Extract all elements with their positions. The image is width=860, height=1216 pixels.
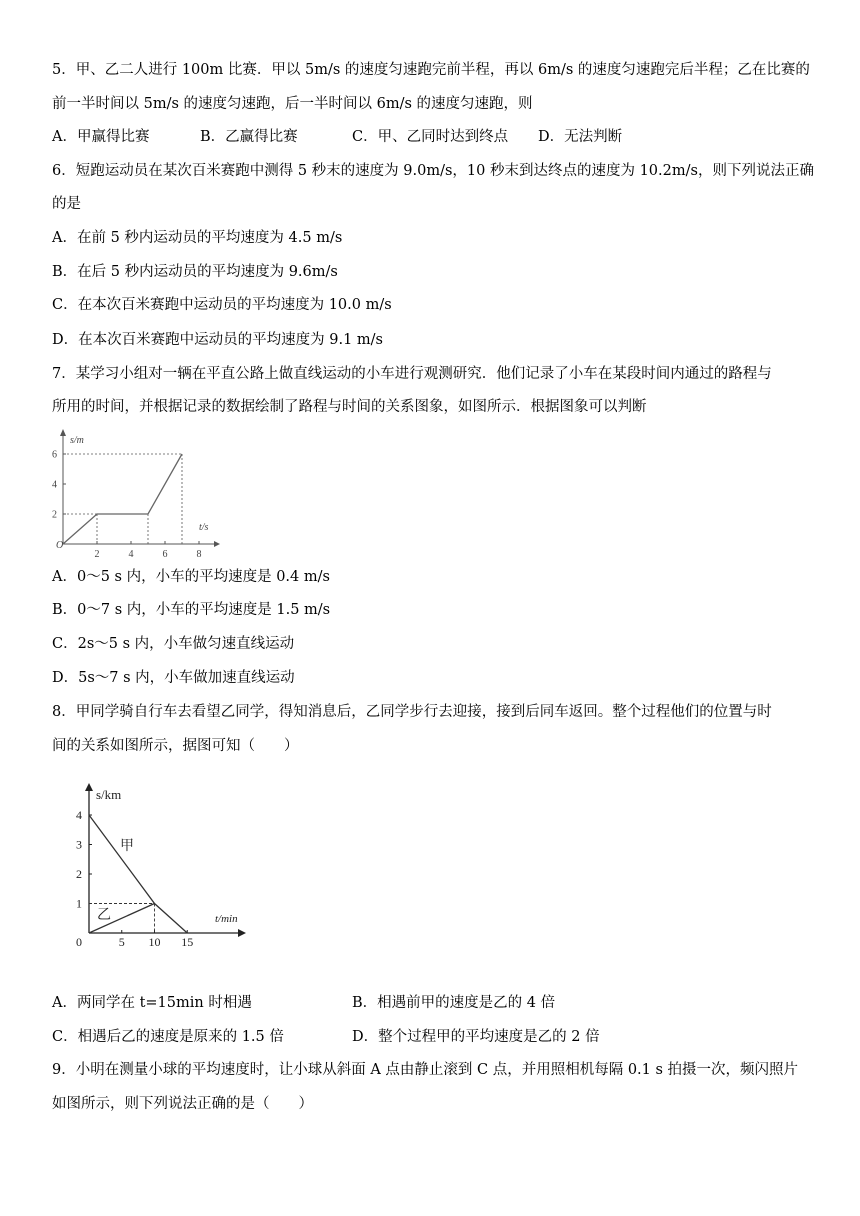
y-axis-label: s/m xyxy=(70,435,84,446)
q5-option-a: A．甲赢得比赛 xyxy=(52,129,150,145)
y-tick-label-4: 4 xyxy=(76,808,82,822)
x-axis-label: t/s xyxy=(199,522,209,533)
x-tick-label-4: 4 xyxy=(128,549,134,560)
q6-stem-line2: 的是 xyxy=(52,196,81,212)
q6-stem-line1: 6．短跑运动员在某次百米赛跑中测得 5 秒末的速度为 9.0m/s，10 秒末到达终点的速度为 10.2m/s，则下列说法正确 xyxy=(52,163,814,179)
x-tick-label-2: 2 xyxy=(94,549,100,560)
x-axis-arrow xyxy=(214,541,220,547)
q8-option-b: B．相遇前甲的速度是乙的 4 倍 xyxy=(352,995,556,1011)
y-tick-label-2: 2 xyxy=(52,509,57,521)
q8-stem-line1: 8．甲同学骑自行车去看望乙同学，得知消息后，乙同学步行去迎接，接到后同车返回。整个过程他们的位置与时 xyxy=(52,704,772,720)
x-tick-label-origin: O xyxy=(56,540,64,551)
q8-option-c: C．相遇后乙的速度是原来的 1.5 倍 xyxy=(52,1029,284,1045)
series-label-yi: 乙 xyxy=(97,908,111,923)
q7-option-c: C．2s～5 s 内，小车做匀速直线运动 xyxy=(52,636,295,652)
x-tick-label-5: 5 xyxy=(118,935,125,949)
x-tick-label-6: 6 xyxy=(162,549,168,560)
q6-option-a: A．在前 5 秒内运动员的平均速度为 4.5 m/s xyxy=(52,230,343,246)
x-axis-label: t/min xyxy=(215,913,238,925)
y-tick-label-6: 6 xyxy=(52,449,57,461)
series-label-jia: 甲 xyxy=(120,839,134,854)
series-line-st xyxy=(63,454,182,544)
q7-option-a: A．0～5 s 内，小车的平均速度是 0.4 m/s xyxy=(52,569,330,585)
q9-stem-line1: 9．小明在测量小球的平均速度时，让小球从斜面 A 点由静止滚到 C 点，并用照相机每隔 0.1 s 拍摄一次，频闪照片 xyxy=(52,1062,799,1078)
q7-option-d: D．5s～7 s 内，小车做加速直线运动 xyxy=(52,670,295,686)
series-line-yi xyxy=(89,904,155,934)
q6-option-b: B．在后 5 秒内运动员的平均速度为 9.6m/s xyxy=(52,264,338,280)
y-axis-arrow xyxy=(85,783,93,791)
q5-option-d: D．无法判断 xyxy=(538,129,623,145)
q6-option-d: D．在本次百米赛跑中运动员的平均速度为 9.1 m/s xyxy=(52,332,383,348)
q9-stem-line2: 如图所示，则下列说法正确的是（ ） xyxy=(52,1096,313,1112)
q5-option-b: B．乙赢得比赛 xyxy=(200,129,298,145)
q5-option-c: C．甲、乙同时达到终点 xyxy=(352,129,509,145)
y-tick-label-3: 3 xyxy=(76,837,82,852)
y-axis-arrow xyxy=(60,429,66,436)
q8-option-a: A．两同学在 t=15min 时相遇 xyxy=(52,995,252,1011)
series-line-jia xyxy=(89,815,187,933)
x-tick-label-10: 10 xyxy=(148,935,161,949)
x-tick-label-15: 15 xyxy=(181,935,194,949)
x-tick-label-8: 8 xyxy=(196,549,202,560)
y-axis-label: s/km xyxy=(96,787,122,802)
q7-stem-line2: 所用的时间，并根据记录的数据绘制了路程与时间的关系图象，如图所示．根据图象可以判断 xyxy=(52,399,647,415)
q8-option-d: D．整个过程甲的平均速度是乙的 2 倍 xyxy=(352,1029,600,1045)
q5-stem-line1: 5．甲、乙二人进行 100m 比赛．甲以 5m/s 的速度匀速跑完前半程，再以 6m/s 的速度匀速跑完后半程；乙在比赛的 xyxy=(52,62,810,78)
x-tick-label-0: 0 xyxy=(76,935,82,949)
y-tick-label-1: 1 xyxy=(76,896,82,911)
y-tick-label-2: 2 xyxy=(76,867,82,881)
q6-option-c: C．在本次百米赛跑中运动员的平均速度为 10.0 m/s xyxy=(52,297,392,313)
q8-stem-line2: 间的关系如图所示，据图可知（ ） xyxy=(52,738,299,754)
y-tick-label-4: 4 xyxy=(52,479,57,491)
q5-stem-line2: 前一半时间以 5m/s 的速度匀速跑，后一半时间以 6m/s 的速度匀速跑，则 xyxy=(52,96,533,112)
q7-stem-line1: 7．某学习小组对一辆在平直公路上做直线运动的小车进行观测研究．他们记录了小车在某段时间内通过的路程与 xyxy=(52,366,772,382)
x-axis-arrow xyxy=(238,929,246,937)
q7-option-b: B．0～7 s 内，小车的平均速度是 1.5 m/s xyxy=(52,602,331,618)
